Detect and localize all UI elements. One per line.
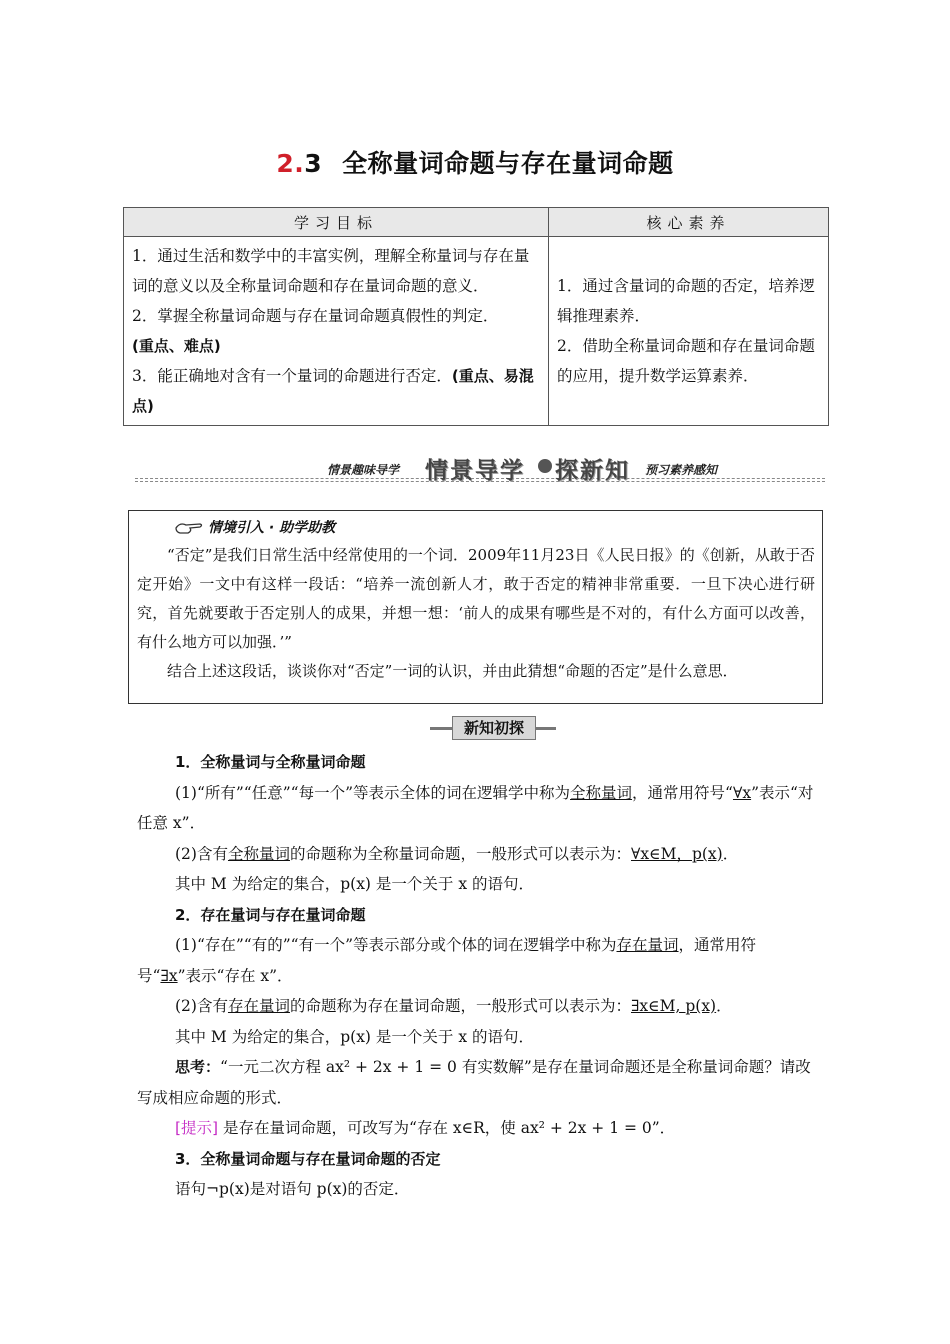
goal-3-tag: (重点、易混点) (132, 367, 534, 415)
section-number-red: 2. (276, 149, 305, 178)
goals-header: 学习目标 (124, 208, 549, 237)
new-knowledge-text: 新知初探 (452, 716, 536, 740)
section-1-title: 1．全称量词与全称量词命题 (175, 753, 366, 771)
goal-1: 1．通过生活和数学中的丰富实例，理解全称量词与存在量词的意义以及全称量词命题和存在量词命题的意义． (132, 247, 530, 295)
banner-title-2: 探新知 (555, 458, 630, 484)
intro-text (137, 541, 815, 686)
title-text: 全称量词命题与存在量词命题 (342, 149, 674, 178)
tip-label: [提示] (175, 1119, 219, 1137)
banner-title-1: 情景导学 (425, 458, 525, 484)
intro-paragraph-1: “否定”是我们日常生活中经常使用的一个词．2009年11月23日《人民日报》的《创新，从敢于否定开始》一文中有这样一段话：“培养一流创新人才，敢于否定的精神非常重要．一旦下决心进行研究，首先就要敢于否定别人的成果，并想一想：‘前人的成果有哪些是不对的，有什么方面可以改善，有什么地方可以加强．’” (137, 546, 815, 651)
banner-right-caption: 预习素养感知 (645, 463, 718, 477)
goals-cell (124, 237, 549, 426)
section-3-para-1: 语句¬p(x)是对语句 p(x)的否定． (175, 1180, 410, 1198)
pointing-hand-icon (174, 519, 204, 535)
arrow-dot-icon (538, 459, 552, 473)
learning-goals-table (123, 207, 829, 426)
section-3-title: 3．全称量词命题与存在量词命题的否定 (175, 1149, 441, 1168)
section-2-para-1: (1)“存在”“有的”“有一个”等表示部分或个体的词在逻辑学中称为存在量词，通常用符号“∃x”表示“存在 x”． (137, 936, 757, 985)
tip-answer: [提示] 是存在量词命题，可改写为“存在 x∈R，使 ax² + 2x + 1 = 0”． (175, 1119, 676, 1137)
intro-box (128, 510, 823, 704)
section-number: 3 (304, 149, 323, 178)
main-content (137, 747, 817, 1205)
literacy-2: 2．借助全称量词命题和存在量词命题的应用，提升数学运算素养． (557, 337, 815, 385)
goal-3: 3．能正确地对含有一个量词的命题进行否定．(重点、易混点) (132, 367, 534, 415)
think-question: 思考：“一元二次方程 ax² + 2x + 1 = 0 有实数解”是存在量词命题还是全称量词命题？请改写成相应命题的形式． (137, 1058, 811, 1107)
section-1-para-2: (2)含有全称量词的命题称为全称量词命题，一般形式可以表示为：∀x∈M，p(x)． (175, 844, 739, 863)
goal-2-tag: (重点、难点) (132, 337, 221, 355)
banner-left-caption: 情景趣味导学 (327, 463, 400, 477)
section-2-para-2: (2)含有存在量词的命题称为存在量词命题，一般形式可以表示为：∃x∈M, p(x)． (175, 997, 732, 1015)
page-title (0, 144, 950, 180)
section-2-para-3: 其中 M 为给定的集合，p(x) 是一个关于 x 的语句． (175, 1027, 535, 1046)
literacy-cell (549, 237, 829, 426)
intro-paragraph-2: 结合上述这段话，谈谈你对“否定”一词的认识，并由此猜想“命题的否定”是什么意思． (167, 662, 738, 680)
goal-2: 2．掌握全称量词命题与存在量词命题真假性的判定． (重点、难点) (132, 307, 499, 355)
section-banner (135, 452, 825, 486)
new-knowledge-label (430, 716, 556, 740)
core-literacy-header: 核心素养 (549, 208, 829, 237)
section-1-para-3: 其中 M 为给定的集合，p(x) 是一个关于 x 的语句． (175, 875, 535, 893)
section-1-para-1: (1)“所有”“任意”“每一个”等表示全体的词在逻辑学中称为全称量词，通常用符号“∀x”表示“对任意 x”． (137, 783, 814, 832)
section-2-title: 2．存在量词与存在量词命题 (175, 905, 366, 924)
intro-heading: 情境引入 · 助学助教 (174, 517, 335, 537)
literacy-1: 1．通过含量词的命题的否定，培养逻辑推理素养． (557, 277, 815, 325)
